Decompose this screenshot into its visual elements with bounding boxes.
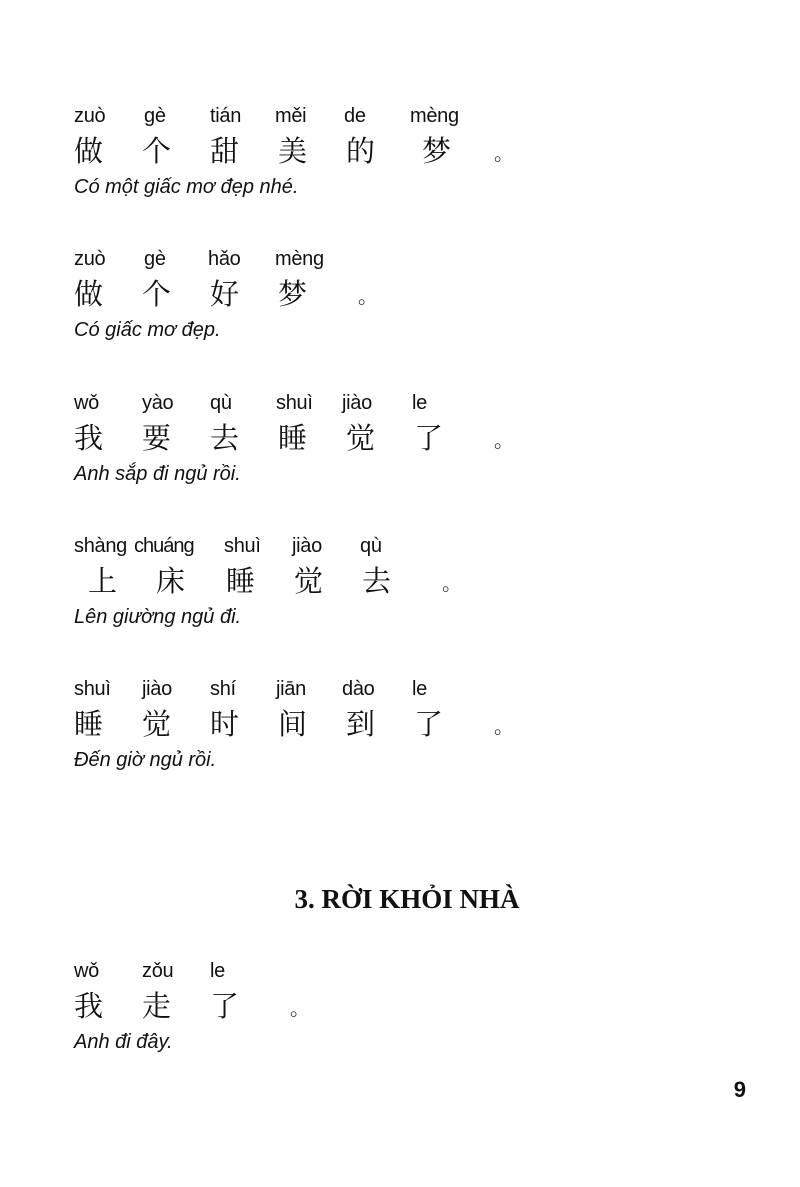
- hanzi-row: [74, 564, 724, 598]
- hanzi-character: 我: [74, 421, 104, 455]
- hanzi-character: 做: [74, 277, 104, 311]
- hanzi-character: 觉: [142, 707, 172, 741]
- sentence-period: 。: [442, 573, 462, 595]
- vietnamese-translation: Có một giấc mơ đẹp nhé.: [74, 176, 299, 198]
- phrase-4: [74, 534, 724, 634]
- pinyin-syllable: shuì: [276, 392, 313, 414]
- hanzi-character: 美: [278, 134, 308, 168]
- hanzi-character: 觉: [346, 421, 376, 455]
- pinyin-syllable: le: [210, 960, 225, 982]
- hanzi-character: 睡: [74, 707, 104, 741]
- sentence-period: 。: [494, 143, 514, 165]
- pinyin-syllable: shí: [210, 678, 236, 700]
- hanzi-character: 睡: [278, 421, 308, 455]
- pinyin-row: [74, 104, 724, 132]
- pinyin-syllable: jiào: [342, 392, 372, 414]
- pinyin-syllable: de: [344, 105, 366, 127]
- pinyin-syllable: le: [412, 678, 427, 700]
- pinyin-syllable: yào: [142, 392, 174, 414]
- hanzi-row: [74, 989, 724, 1023]
- hanzi-row: [74, 277, 724, 311]
- hanzi-character: 梦: [278, 277, 308, 311]
- pinyin-row: [74, 247, 724, 275]
- vietnamese-translation: Có giấc mơ đẹp.: [74, 319, 221, 341]
- pinyin-syllable: le: [412, 392, 427, 414]
- pinyin-syllable: zǒu: [142, 960, 174, 982]
- hanzi-character: 甜: [210, 134, 240, 168]
- sentence-period: 。: [290, 998, 310, 1020]
- hanzi-character: 时: [210, 707, 240, 741]
- pinyin-row: [74, 959, 724, 987]
- pinyin-syllable: měi: [275, 105, 307, 127]
- hanzi-row: [74, 134, 724, 168]
- pinyin-syllable: hǎo: [208, 248, 241, 270]
- hanzi-character: 梦: [422, 134, 452, 168]
- page-number: 9: [733, 1077, 746, 1102]
- hanzi-character: 走: [142, 989, 172, 1023]
- vietnamese-translation: Lên giường ngủ đi.: [74, 606, 242, 628]
- pinyin-syllable: chuáng: [134, 535, 194, 557]
- pinyin-syllable: jiào: [292, 535, 322, 557]
- pinyin-syllable: shuì: [74, 678, 111, 700]
- hanzi-character: 要: [142, 421, 172, 455]
- pinyin-syllable: tián: [210, 105, 242, 127]
- phrase-3: [74, 391, 724, 491]
- hanzi-character: 了: [414, 421, 444, 455]
- sentence-period: 。: [494, 430, 514, 452]
- hanzi-character: 个: [142, 277, 172, 311]
- hanzi-character: 好: [210, 277, 240, 311]
- section-title: 3. RỜI KHỎI NHÀ: [294, 884, 520, 914]
- hanzi-character: 间: [278, 707, 308, 741]
- pinyin-syllable: shuì: [224, 535, 261, 557]
- hanzi-row: [74, 707, 724, 741]
- hanzi-character: 个: [142, 134, 172, 168]
- hanzi-character: 到: [346, 707, 376, 741]
- hanzi-character: 去: [362, 564, 392, 598]
- hanzi-character: 做: [74, 134, 104, 168]
- hanzi-character: 觉: [294, 564, 324, 598]
- vietnamese-translation: Anh sắp đi ngủ rồi.: [74, 463, 241, 485]
- vietnamese-translation: Đến giờ ngủ rồi.: [74, 749, 217, 771]
- sentence-period: 。: [358, 286, 378, 308]
- phrase-1: [74, 104, 724, 204]
- phrase-2: [74, 247, 724, 347]
- pinyin-syllable: wǒ: [74, 392, 99, 414]
- pinyin-syllable: dào: [342, 678, 375, 700]
- hanzi-character: 了: [210, 989, 240, 1023]
- pinyin-syllable: mèng: [275, 248, 324, 270]
- pinyin-syllable: zuò: [74, 248, 106, 270]
- pinyin-syllable: wǒ: [74, 960, 99, 982]
- hanzi-character: 睡: [226, 564, 256, 598]
- sentence-period: 。: [494, 716, 514, 738]
- pinyin-syllable: gè: [144, 248, 166, 270]
- pinyin-row: [74, 391, 724, 419]
- phrase-6: [74, 959, 724, 1059]
- pinyin-syllable: gè: [144, 105, 166, 127]
- pinyin-syllable: jiào: [142, 678, 172, 700]
- hanzi-character: 床: [156, 564, 186, 598]
- phrase-5: [74, 677, 724, 777]
- vietnamese-translation: Anh đi đây.: [74, 1031, 173, 1053]
- pinyin-syllable: shàng: [74, 535, 127, 557]
- pinyin-row: [74, 534, 724, 562]
- pinyin-syllable: jiān: [276, 678, 306, 700]
- hanzi-character: 我: [74, 989, 104, 1023]
- hanzi-character: 了: [414, 707, 444, 741]
- pinyin-syllable: qù: [210, 392, 232, 414]
- hanzi-character: 的: [346, 134, 376, 168]
- hanzi-character: 上: [88, 564, 118, 598]
- hanzi-character: 去: [210, 421, 240, 455]
- hanzi-row: [74, 421, 724, 455]
- pinyin-row: [74, 677, 724, 705]
- pinyin-syllable: mèng: [410, 105, 459, 127]
- pinyin-syllable: zuò: [74, 105, 106, 127]
- pinyin-syllable: qù: [360, 535, 382, 557]
